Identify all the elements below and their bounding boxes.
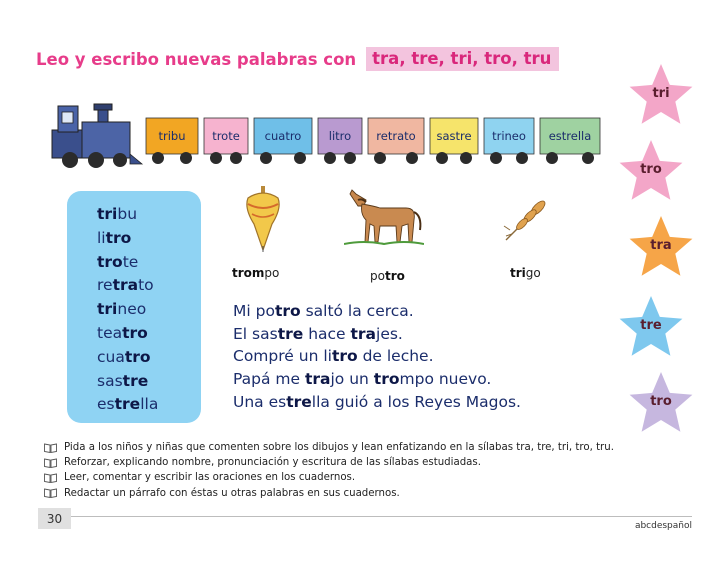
wagon-word: litro	[328, 129, 352, 143]
book-icon	[44, 458, 57, 468]
list-item: retrato	[97, 276, 154, 295]
wagon-wheel	[582, 152, 594, 164]
sentence: Mi potro saltó la cerca.	[233, 302, 414, 320]
syllable-star	[616, 294, 686, 360]
syllable-star	[626, 62, 696, 128]
list-item: cuatro	[97, 347, 151, 366]
list-item: tribu	[97, 205, 138, 223]
brand-name: abcdespañol	[634, 521, 692, 531]
wagon-wheel	[152, 152, 164, 164]
footer-divider	[38, 516, 692, 517]
train-wagon	[368, 118, 424, 164]
page-title	[36, 46, 559, 72]
instruction-item: Redactar un párrafo con éstas u otras palabras en sus cuadernos.	[44, 486, 704, 501]
train-wagon	[540, 118, 600, 164]
wagon-wheel	[294, 152, 306, 164]
teacher-instructions	[44, 440, 704, 501]
list-item: trote	[97, 252, 139, 271]
list-item: trineo	[97, 300, 147, 319]
star-label: tra	[650, 238, 672, 253]
title-text: Leo y escribo nuevas palabras con	[36, 49, 357, 69]
list-item: teatro	[97, 323, 148, 342]
sentence: El sastre hace trajes.	[233, 324, 403, 343]
word-list-card	[67, 191, 201, 423]
syllable-star	[626, 370, 696, 436]
book-icon	[44, 488, 57, 498]
list-item: estrella	[97, 395, 159, 414]
wagon-wheel	[436, 152, 448, 164]
wagon-word: trineo	[492, 129, 526, 143]
train-wagons	[146, 118, 600, 164]
sentence: Papá me trajo un trompo nuevo.	[233, 370, 492, 389]
train-wagon	[146, 118, 198, 164]
wagon-wheel	[180, 152, 192, 164]
page-number: 30	[38, 508, 71, 529]
train-wagon	[318, 118, 362, 164]
wagon-wheel	[516, 152, 528, 164]
list-item: sastre	[97, 371, 149, 390]
wagon-wheel	[406, 152, 418, 164]
wagon-wheel	[230, 152, 242, 164]
wagon-word: retrato	[376, 129, 416, 143]
picture-label-trompo: trompo	[232, 266, 280, 280]
wagon-wheel	[374, 152, 386, 164]
wagon-wheel	[490, 152, 502, 164]
book-icon	[44, 443, 57, 453]
wagon-wheel	[546, 152, 558, 164]
syllable-star	[626, 214, 696, 280]
wagon-word: trote	[212, 129, 240, 143]
star-label: tro	[650, 394, 672, 409]
train-wagon	[484, 118, 534, 164]
syllable-stars	[612, 62, 708, 434]
syllable-star	[616, 138, 686, 204]
locomotive	[52, 104, 142, 168]
wagon-wheel	[324, 152, 336, 164]
word-list	[97, 203, 158, 417]
train-illustration	[50, 96, 610, 172]
train-wagon	[254, 118, 312, 164]
instruction-item: Pida a los niños y niñas que comenten sobre los dibujos y lean enfatizando en la sílabas tra, tre, tri, tro, tru.	[44, 440, 704, 455]
train-wagon	[204, 118, 248, 164]
wagon-wheel	[210, 152, 222, 164]
wagon-word: estrella	[548, 129, 592, 143]
wagon-wheel	[260, 152, 272, 164]
sentence: Compré un litro de leche.	[233, 347, 434, 366]
list-item: litro	[97, 228, 132, 247]
star-label: tre	[640, 318, 662, 333]
horse-picture	[344, 186, 424, 248]
book-icon	[44, 473, 57, 483]
wagon-word: sastre	[436, 129, 472, 143]
wagon-word: cuatro	[264, 129, 302, 143]
title-syllables: tra, tre, tri, tro, tru	[366, 47, 559, 71]
wagon-wheel	[344, 152, 356, 164]
wagon-wheel	[460, 152, 472, 164]
sentence-list	[233, 300, 521, 413]
sentence: Una estrella guió a los Reyes Magos.	[233, 392, 521, 411]
wheat-picture	[500, 196, 552, 242]
star-label: tro	[640, 162, 662, 177]
instruction-item: Reforzar, explicando nombre, pronunciación y escritura de las sílabas estudiadas.	[44, 455, 704, 470]
picture-label-potro: potro	[370, 269, 405, 283]
instruction-item: Leer, comentar y escribir las oraciones en los cuadernos.	[44, 470, 704, 485]
spinning-top-picture	[242, 186, 284, 252]
star-label: tri	[652, 86, 670, 101]
wagon-word: tribu	[158, 129, 186, 143]
train-wagon	[430, 118, 478, 164]
picture-label-trigo: trigo	[510, 266, 541, 280]
